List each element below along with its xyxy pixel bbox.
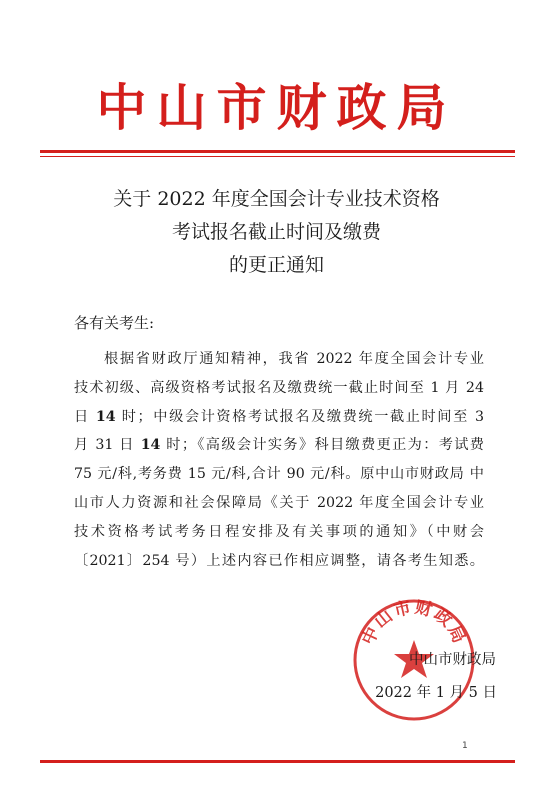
body-line-5: 75 元/科,考务费 15 元/科,合计 90 元/科。原中山市财政局 中: [74, 466, 484, 483]
svg-text:中山市财政局: [357, 598, 469, 648]
body-line-4-a: 月 31 日: [74, 437, 141, 454]
header-rule-thick: [40, 150, 515, 153]
footer-rule: [40, 760, 515, 763]
body-line-7: 技术资格考试考务日程安排及有关事项的通知》（中财会: [74, 523, 484, 540]
body-line-4: [74, 431, 484, 460]
body-text: [74, 345, 484, 575]
seal-text: 中山市财政局: [358, 598, 470, 649]
body-line-3-bold: 14: [95, 408, 116, 425]
body-line-4-bold: 14: [140, 437, 161, 454]
header-rule-thin: [40, 156, 515, 157]
title-line-2: 考试报名截止时间及缴费: [171, 221, 381, 243]
body-line-3-c: 时；中级会计资格考试报名及缴费统一截止时间至 3: [115, 408, 484, 425]
body-line-8: 〔2021〕254 号）上述内容已作相应调整，请各考生知悉。: [74, 552, 484, 569]
signature-date: 2022 年 1 月 5 日: [375, 685, 497, 701]
signature-org: 中山市财政局: [409, 652, 496, 668]
body-line-3-a: 日: [74, 408, 96, 425]
body-line-6: 山市人力资源和社会保障局《关于 2022 年度全国会计专业: [74, 494, 484, 511]
body-line-4-c: 时；《高级会计实务》科目缴费更正为：考试费: [160, 437, 484, 454]
document-title: [0, 183, 553, 282]
title-line-3: 的更正通知: [228, 254, 324, 276]
body-line-1: 根据省财政厅通知精神，我省 2022 年度全国会计专业: [104, 351, 484, 367]
body-line-3: [74, 403, 484, 432]
title-line-1: 关于 2022 年度全国会计专业技术资格: [113, 188, 440, 210]
page-number: 1: [462, 741, 468, 751]
agency-header: 中山市财政局: [96, 78, 457, 137]
body-line-2: 技术初级、高级资格考试报名及缴费统一截止时间至 1 月 24: [74, 379, 484, 396]
salutation: 各有关考生:: [74, 314, 155, 332]
